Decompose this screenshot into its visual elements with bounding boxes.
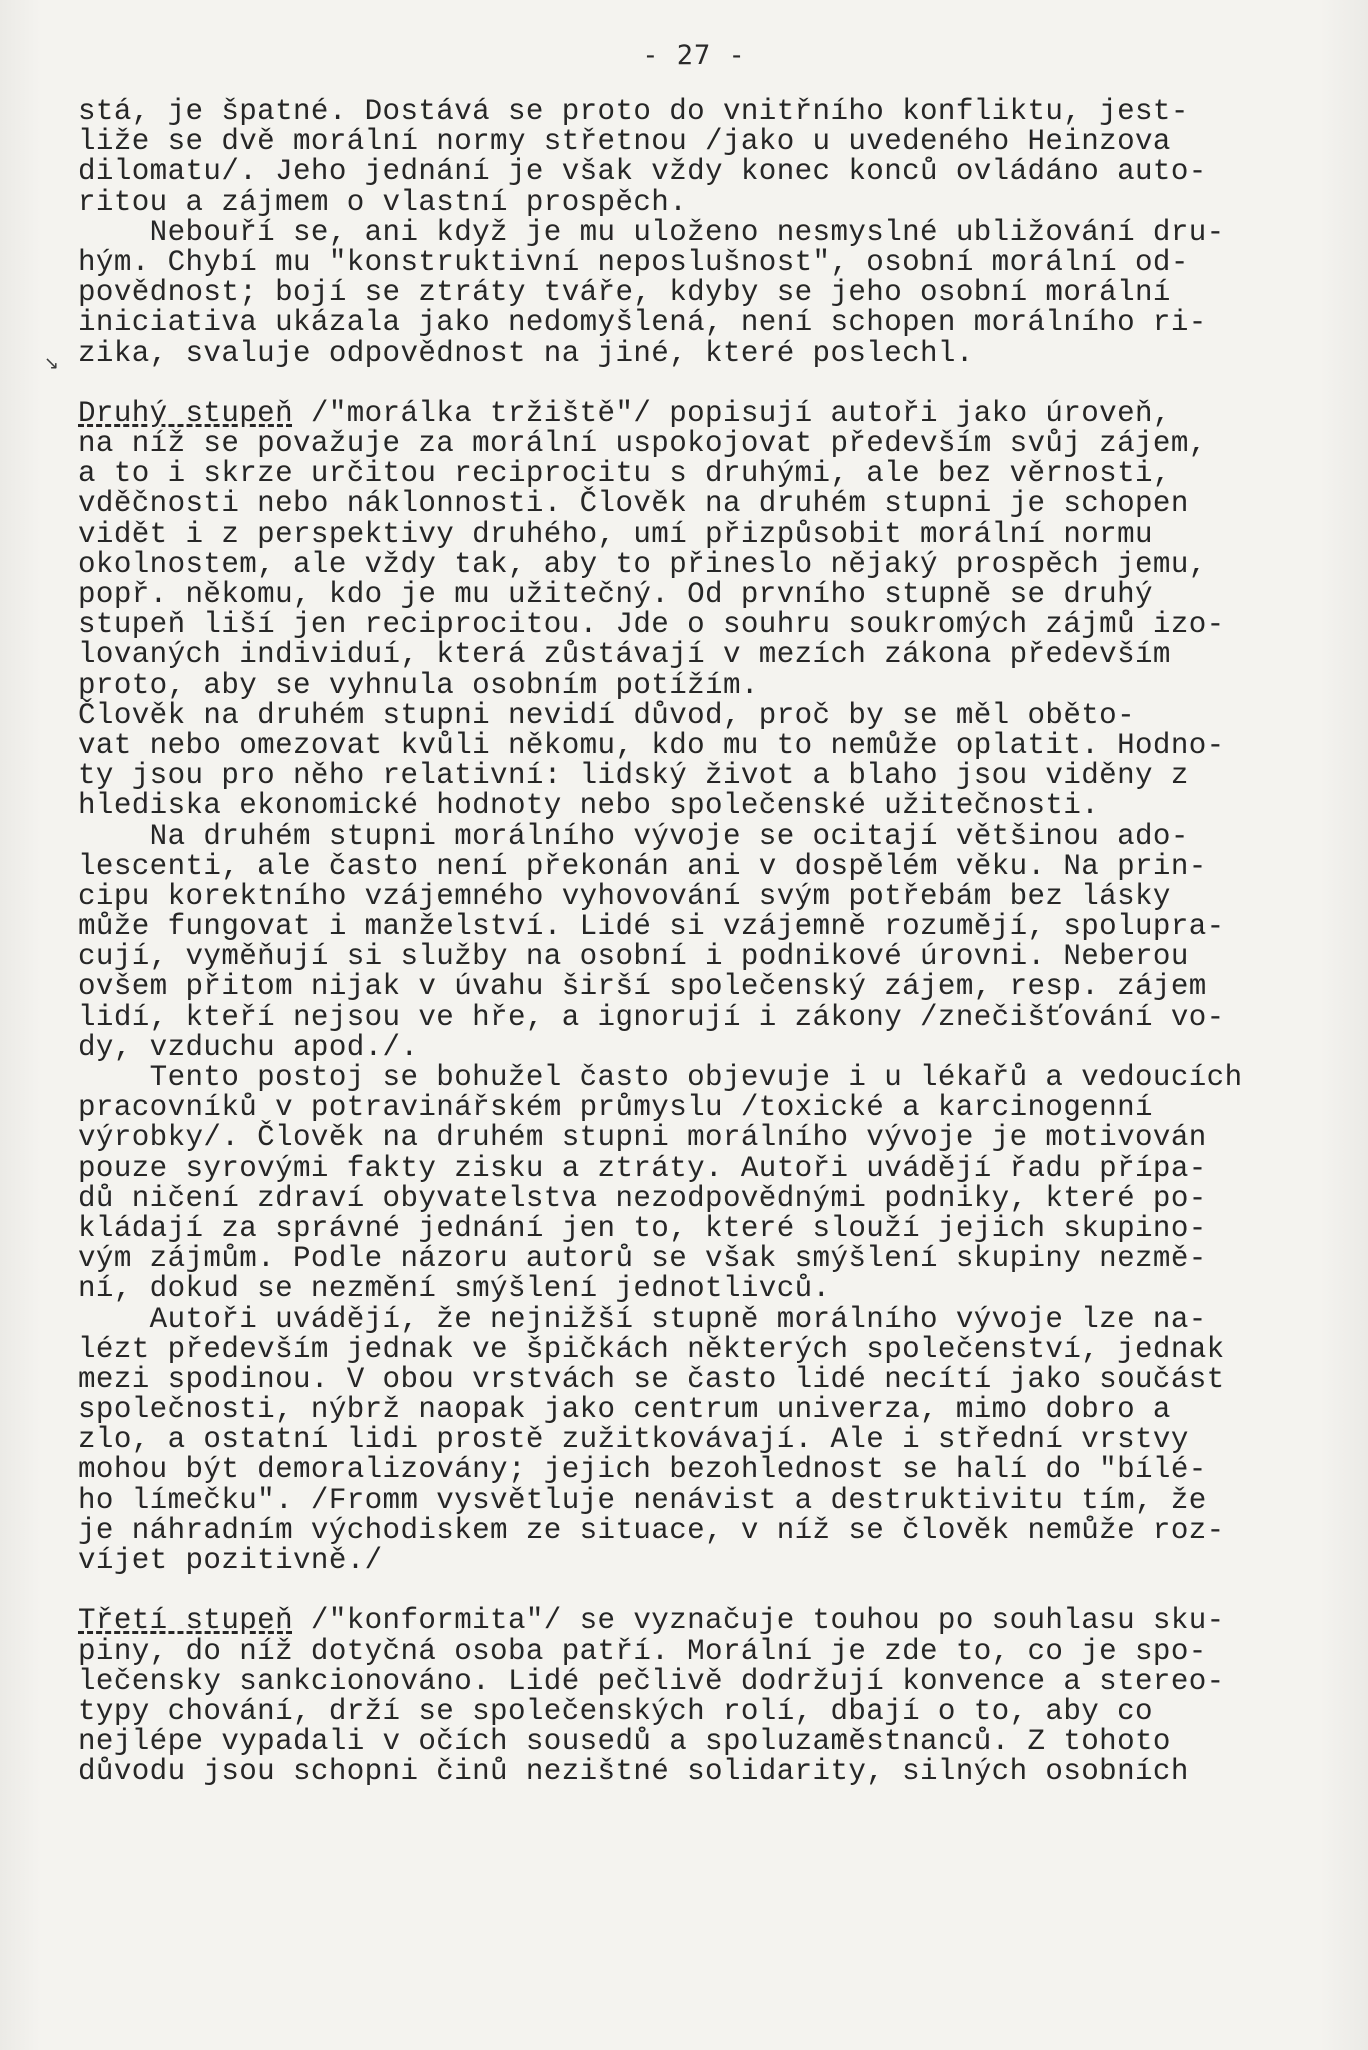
text-line: popř. někomu, kdo je mu užitečný. Od prvního stupně se druhý [78, 578, 1153, 611]
text-line: mohou být demoralizovány; jejich bezohlednost se halí do "bílé- [78, 1453, 1207, 1487]
text-line: pracovníků v potravinářském průmyslu /toxické a karcinogenní [78, 1091, 1153, 1125]
text-line: ní, dokud se nezmění smýšlení jednotlivců. [78, 1272, 831, 1306]
section-heading: Třetí stupeň [78, 1604, 293, 1638]
text-line: důvodu jsou schopni činů nezištné solidarity, silných osobních [78, 1755, 1189, 1789]
text-line: vděčnosti nebo náklonnosti. Člověk na druhém stupni je schopen [78, 487, 1189, 521]
text-line: nejlépe vypadali v očích sousedů a spoluzaměstnanců. Z tohoto [78, 1725, 1171, 1759]
text-line: typy chování, drží se společenských rolí, dbají o to, aby co [78, 1694, 1153, 1728]
text-line: může fungovat i manželství. Lidé si vzájemně rozumějí, spolupra- [78, 910, 1225, 944]
page-number: - 27 - [642, 40, 746, 71]
text-line: lescenti, ale často není překonán ani v dospělém věku. Na prin- [78, 849, 1207, 883]
section-lines [78, 429, 1348, 1576]
section-second-stage [78, 396, 1348, 1577]
text-line: okolnostem, ale vždy tak, aby to přineslo nějaký prospěch jemu, [78, 547, 1207, 581]
text-line: iniciativa ukázala jako nedomyšlená, není schopen morálního ri- [78, 306, 1207, 340]
text-line: mezi spodinou. V obou vrstvách se často lidé necítí jako součást [78, 1362, 1225, 1396]
text-line: Na druhém stupni morálního vývoje se ocitají většinou ado- [78, 819, 1189, 853]
text-line: lézt především jednak ve špičkách některých společenství, jednak [78, 1332, 1225, 1366]
text-line: povědnost; bojí se ztráty tváře, kdyby se jeho osobní morální [78, 276, 1171, 310]
section-heading-line [78, 396, 1348, 430]
text-line: stá, je špatné. Dostává se proto do vnitřního konfliktu, jest- [78, 95, 1189, 128]
text-line: je náhradním východiskem ze situace, v níž se člověk nemůže roz- [78, 1513, 1225, 1547]
text-line: cují, vyměňují si služby na osobní i podnikové úrovni. Neberou [78, 940, 1189, 974]
text-line: hlediska ekonomické hodnoty nebo společenské užitečnosti. [78, 789, 1100, 823]
text-line: cipu korektního vzájemného vyhovování svým potřebám bez lásky [78, 879, 1171, 913]
text-line: lovaných individuí, která zůstávají v mezích zákona především [78, 638, 1171, 672]
text-line: vým zájmům. Podle názoru autorů se však smýšlení skupiny nezmě- [78, 1242, 1207, 1276]
text-line: zlo, a ostatní lidi prostě zužitkovávají. Ale i střední vrstvy [78, 1423, 1189, 1457]
text-line: dů ničení zdraví obyvatelstva nezodpovědnými podniky, které po- [78, 1181, 1207, 1215]
paragraph-gap [78, 1576, 1348, 1606]
text-line: vidět i z perspektivy druhého, umí přizpůsobit morální normu [78, 517, 1153, 551]
text-line: Člověk na druhém stupni nevidí důvod, proč by se měl oběto- [78, 698, 1136, 732]
text-line: dilomatu/. Jeho jednání je však vždy konec konců ovládáno auto- [78, 155, 1207, 189]
text-line: ho límečku". /Fromm vysvětluje nenávist a destruktivitu tím, že [78, 1483, 1207, 1517]
text-line-rest: /"konformita"/ se vyznačuje touhou po souhlasu sku- [292, 1604, 1225, 1638]
section-lines [78, 1634, 1348, 1789]
text-line: Autoři uvádějí, že nejnižší stupně morálního vývoje lze na- [78, 1302, 1207, 1336]
margin-mark: ↘ [44, 353, 60, 374]
text-line: a to i skrze určitou reciprocitu s druhými, ale bez věrnosti, [78, 457, 1171, 491]
section-third-stage [78, 1606, 1348, 1787]
text-line: piny, do níž dotyčná osoba patří. Morální je zde to, co je spo- [78, 1634, 1207, 1668]
text-line: Nebouří se, ani když je mu uloženo nesmyslné ubližování dru- [78, 215, 1225, 249]
body-text [78, 97, 1348, 1788]
text-line: ty jsou pro něho relativní: lidský život a blaho jsou viděny z [78, 759, 1189, 793]
text-line: zika, svaluje odpovědnost na jiné, které poslechl. [78, 336, 974, 370]
section-heading: Druhý stupeň [78, 396, 293, 430]
text-line: na níž se považuje za morální uspokojovat především svůj zájem, [78, 427, 1207, 461]
text-line: vat nebo omezovat kvůli někomu, kdo mu to nemůže oplatit. Hodno- [78, 728, 1225, 762]
text-line: společnosti, nýbrž naopak jako centrum univerza, mimo dobro a [78, 1393, 1171, 1427]
text-line: stupeň liší jen reciprocitou. Jde o souhru soukromých zájmů izo- [78, 608, 1225, 642]
paragraph-continuation [78, 97, 1348, 218]
text-line: dy, vzduchu apod./. [78, 1030, 419, 1064]
text-line: hým. Chybí mu "konstruktivní neposlušnost", osobní morální od- [78, 245, 1189, 279]
text-line: ovšem přitom nijak v úvahu širší společenský zájem, resp. zájem [78, 970, 1207, 1004]
section-heading-line [78, 1606, 1348, 1636]
text-line: proto, aby se vyhnula osobním potížím. [78, 668, 759, 702]
text-line: výrobky/. Člověk na druhém stupni morálního vývoje je motivován [78, 1121, 1207, 1155]
text-line: Tento postoj se bohužel často objevuje i u lékařů a vedoucích [78, 1061, 1243, 1094]
text-line: lečensky sankcionováno. Lidé pečlivě dodržují konvence a stereo- [78, 1664, 1225, 1698]
text-line: kládají za správné jednání jen to, které slouží jejich skupino- [78, 1211, 1207, 1245]
text-line: liže se dvě morální normy střetnou /jako u uvedeného Heinzova [78, 125, 1171, 159]
text-line: lidí, kteří nejsou ve hře, a ignorují i zákony /znečišťování vo- [78, 1000, 1225, 1034]
text-line: víjet pozitivně./ [78, 1544, 383, 1577]
text-line-rest: /"morálka tržiště"/ popisují autoři jako úroveň, [292, 396, 1171, 430]
paragraph-nebouri [78, 215, 1348, 370]
text-line: ritou a zájmem o vlastní prospěch. [78, 185, 688, 219]
text-line: pouze syrovými fakty zisku a ztráty. Autoři uvádějí řadu přípa- [78, 1151, 1207, 1185]
paragraph-gap [78, 369, 1348, 399]
